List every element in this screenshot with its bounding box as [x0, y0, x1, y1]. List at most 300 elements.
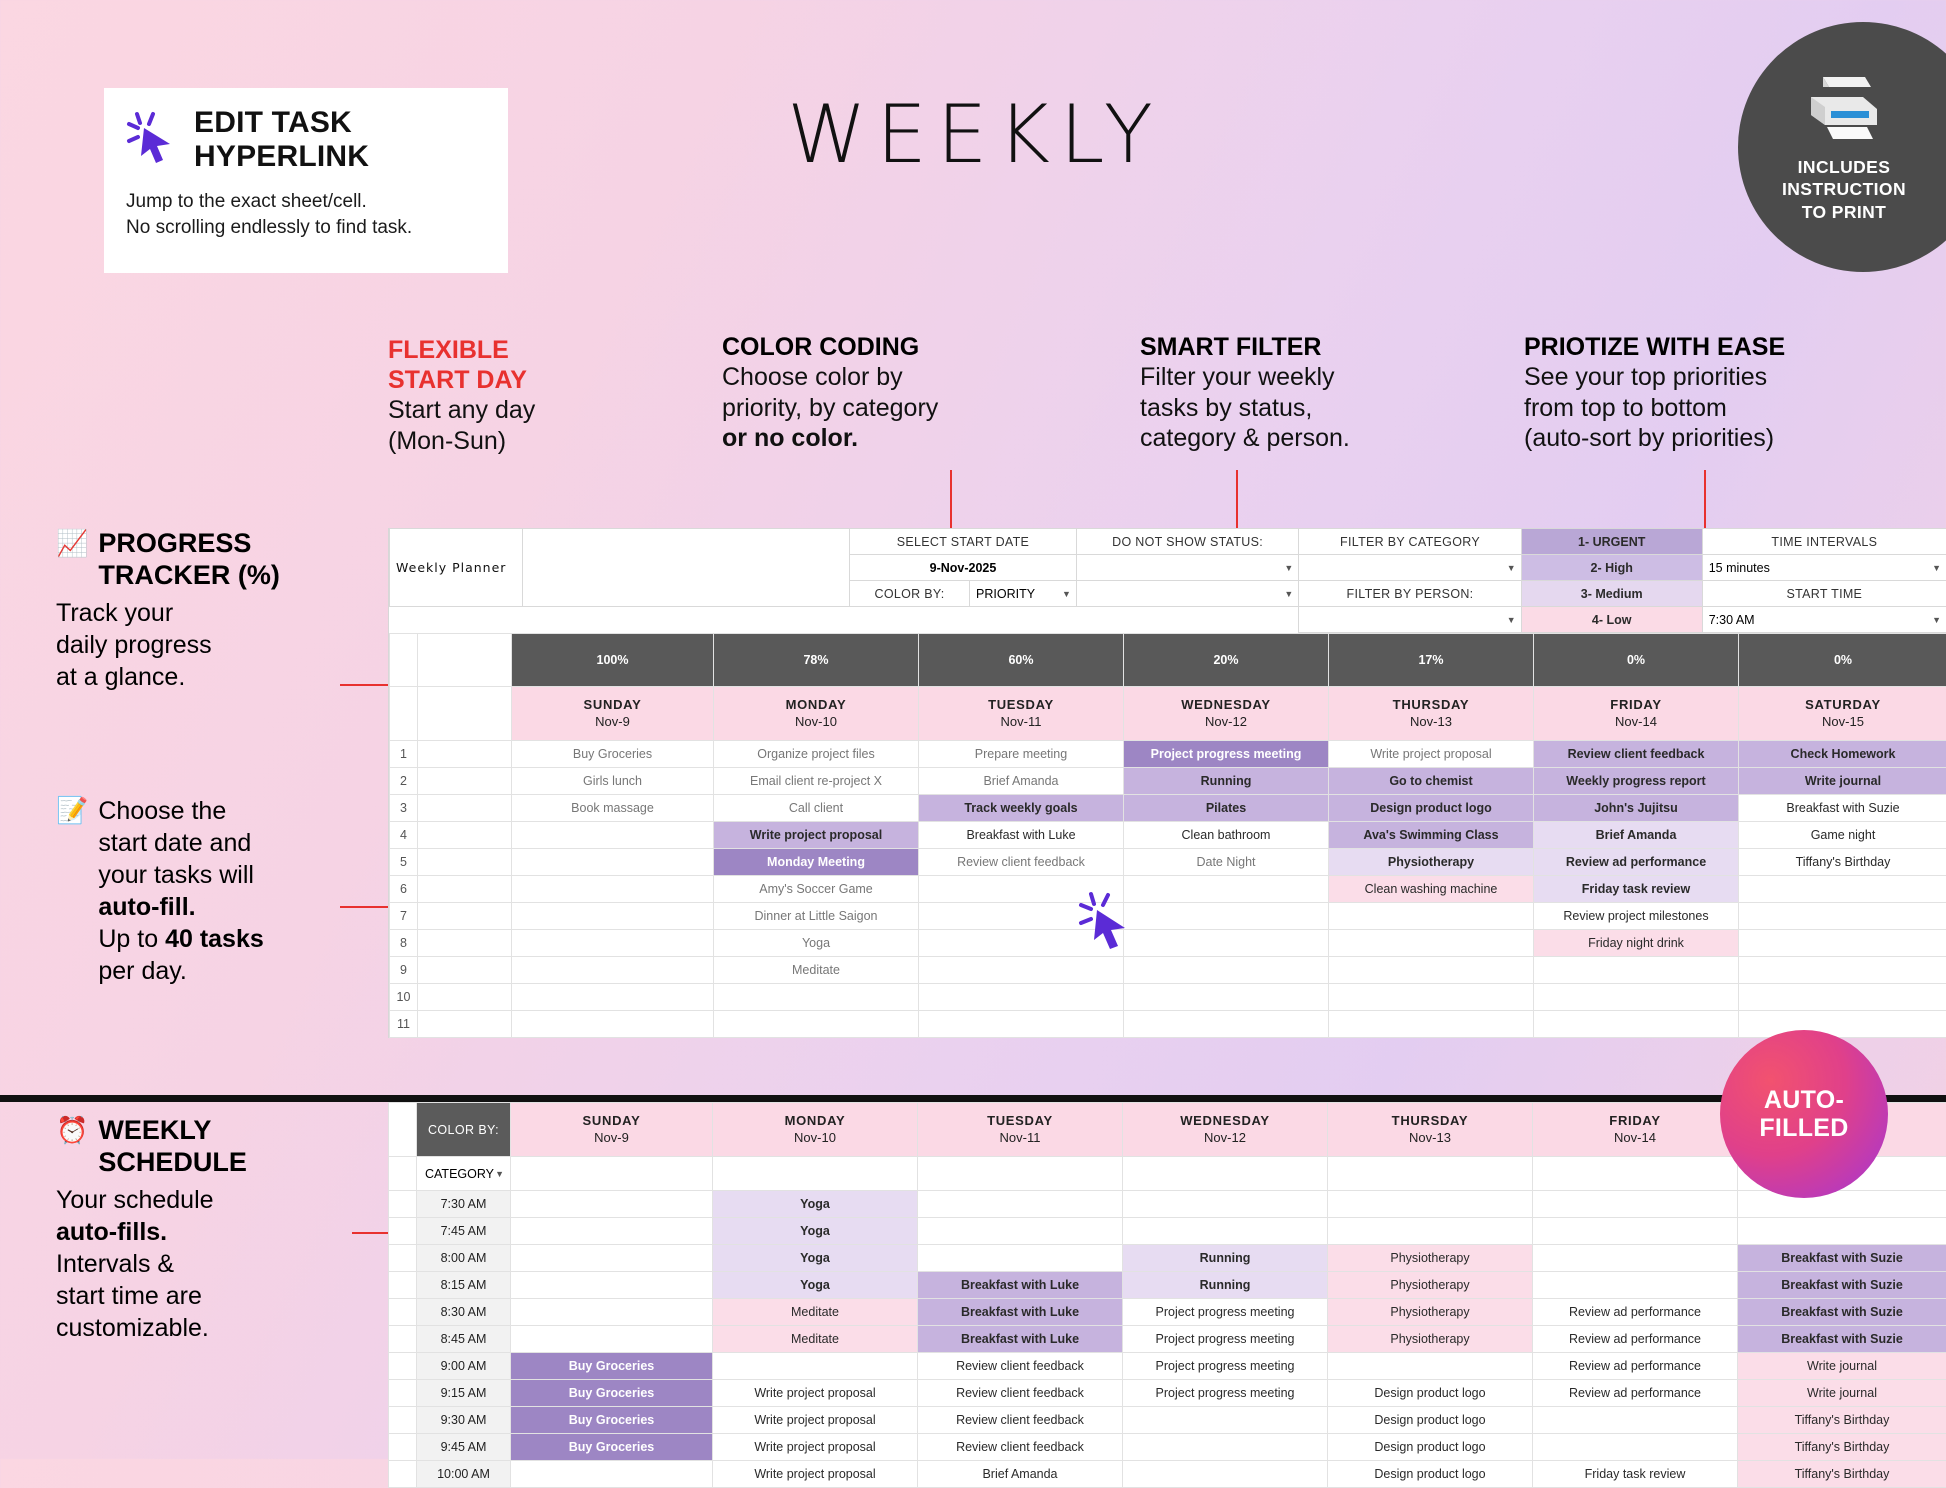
- rownum-blank: [389, 1245, 417, 1272]
- task-cell[interactable]: Call client: [714, 795, 919, 822]
- task-cell[interactable]: Brief Amanda: [919, 768, 1124, 795]
- gutter-cell: [418, 741, 512, 768]
- schedule-cell[interactable]: Tiffany's Birthday: [1738, 1461, 1946, 1488]
- schedule-cell[interactable]: Yoga: [713, 1245, 918, 1272]
- task-cell[interactable]: [1124, 903, 1329, 930]
- table-row: [390, 795, 1946, 822]
- schedule-cell[interactable]: Meditate: [713, 1326, 918, 1353]
- schedule-spacer: [1328, 1157, 1533, 1191]
- schedule-day-date: Nov-12: [1124, 1130, 1326, 1146]
- task-cell[interactable]: Breakfast with Luke: [919, 822, 1124, 849]
- schedule-cell[interactable]: [1123, 1461, 1328, 1488]
- rownum-blank: [389, 1272, 417, 1299]
- schedule-cell[interactable]: Design product logo: [1328, 1407, 1533, 1434]
- smart-filter-body2: tasks by status,: [1140, 393, 1450, 424]
- schedule-cell[interactable]: Review client feedback: [918, 1407, 1123, 1434]
- task-cell[interactable]: [512, 930, 714, 957]
- schedule-cell[interactable]: Buy Groceries: [511, 1434, 713, 1461]
- task-cell[interactable]: Game night: [1739, 822, 1946, 849]
- day-header-row: [390, 687, 1946, 741]
- schedule-color-by-value: CATEGORY: [425, 1167, 494, 1181]
- schedule-cell[interactable]: [1123, 1407, 1328, 1434]
- start-time-value: 7:30 AM: [1709, 613, 1755, 627]
- schedule-cell[interactable]: Tiffany's Birthday: [1738, 1434, 1946, 1461]
- progress-percent: 0%: [1534, 634, 1739, 687]
- task-cell[interactable]: Friday task review: [1534, 876, 1739, 903]
- schedule-cell[interactable]: [1123, 1191, 1328, 1218]
- schedule-cell[interactable]: Write project proposal: [713, 1380, 918, 1407]
- schedule-day-name: THURSDAY: [1329, 1113, 1531, 1129]
- task-cell[interactable]: Breakfast with Suzie: [1739, 795, 1946, 822]
- smart-filter-body1: Filter your weekly: [1140, 362, 1450, 393]
- table-row: [390, 1011, 1946, 1038]
- task-cell[interactable]: [1124, 1011, 1329, 1038]
- schedule-cell[interactable]: [1533, 1245, 1738, 1272]
- startdate-body3: your tasks will: [98, 859, 263, 891]
- schedule-grid: [388, 1102, 1946, 1488]
- task-cell[interactable]: [1329, 984, 1534, 1011]
- task-cell[interactable]: [714, 1011, 919, 1038]
- table-row: [389, 1407, 1946, 1434]
- schedule-cell[interactable]: Breakfast with Suzie: [1738, 1299, 1946, 1326]
- day-name: FRIDAY: [1535, 697, 1737, 713]
- task-cell[interactable]: [512, 849, 714, 876]
- task-cell[interactable]: [512, 876, 714, 903]
- blank-3: [850, 607, 1077, 633]
- color-coding-body2: priority, by category: [722, 393, 1062, 424]
- schedule-cell[interactable]: [1533, 1434, 1738, 1461]
- schedule-cell[interactable]: [1328, 1218, 1533, 1245]
- table-row: [390, 822, 1946, 849]
- schedule-cell[interactable]: [1738, 1218, 1946, 1245]
- rownum-blank: [390, 687, 418, 741]
- schedule-cell[interactable]: Running: [1123, 1245, 1328, 1272]
- schedule-cell[interactable]: [1328, 1191, 1533, 1218]
- schedule-color-by-select[interactable]: [417, 1157, 511, 1191]
- table-row: [390, 957, 1946, 984]
- blank-4: [1076, 607, 1298, 633]
- task-cell[interactable]: Pilates: [1124, 795, 1329, 822]
- row-number: 1: [390, 741, 418, 768]
- printer-icon: [1801, 71, 1887, 150]
- task-cell[interactable]: [1534, 1011, 1739, 1038]
- task-cell[interactable]: Design product logo: [1329, 795, 1534, 822]
- color-by-label: COLOR BY:: [850, 581, 970, 607]
- filter-by-person-label: FILTER BY PERSON:: [1299, 581, 1521, 607]
- do-not-show-status-select[interactable]: [1076, 555, 1298, 581]
- schedule-cell[interactable]: [918, 1191, 1123, 1218]
- schedule-cell[interactable]: Review ad performance: [1533, 1326, 1738, 1353]
- task-cell[interactable]: [919, 1011, 1124, 1038]
- day-name: TUESDAY: [920, 697, 1122, 713]
- table-row: [389, 1461, 1946, 1488]
- schedule-cell[interactable]: [1738, 1191, 1946, 1218]
- task-cell[interactable]: Brief Amanda: [1534, 822, 1739, 849]
- table-row: [389, 1353, 1946, 1380]
- schedule-color-by-row: [389, 1157, 1946, 1191]
- schedule-cell[interactable]: [511, 1218, 713, 1245]
- priority-urgent: 1- URGENT: [1521, 529, 1702, 555]
- chevron-down-icon[interactable]: ▼: [495, 1169, 504, 1179]
- blank-2: [523, 607, 850, 633]
- task-cell[interactable]: Review ad performance: [1534, 849, 1739, 876]
- schedule-day-date: Nov-10: [714, 1130, 916, 1146]
- task-cell[interactable]: Track weekly goals: [919, 795, 1124, 822]
- schedule-cell[interactable]: [511, 1461, 713, 1488]
- schedule-cell[interactable]: Write project proposal: [713, 1461, 918, 1488]
- alarm-clock-icon: ⏰: [56, 1115, 88, 1146]
- schedule-cell[interactable]: [918, 1218, 1123, 1245]
- schedule-cell[interactable]: [511, 1245, 713, 1272]
- task-cell[interactable]: Ava's Swimming Class: [1329, 822, 1534, 849]
- task-cell[interactable]: [919, 984, 1124, 1011]
- schedule-cell[interactable]: Write project proposal: [713, 1407, 918, 1434]
- schedule-body2: auto-fills.: [56, 1216, 326, 1248]
- schedule-cell[interactable]: [1533, 1407, 1738, 1434]
- progress-percent: 60%: [919, 634, 1124, 687]
- auto-filled-badge: [1720, 1030, 1888, 1198]
- task-cell[interactable]: [512, 903, 714, 930]
- day-name: SATURDAY: [1740, 697, 1946, 713]
- task-cell[interactable]: [1124, 930, 1329, 957]
- task-cell[interactable]: [1329, 930, 1534, 957]
- progress-head1: PROGRESS: [98, 528, 280, 560]
- task-cell[interactable]: [1739, 1011, 1946, 1038]
- gutter-cell: [418, 687, 512, 741]
- priority-low: 4- Low: [1521, 607, 1702, 633]
- chevron-down-icon[interactable]: ▼: [1284, 563, 1293, 573]
- schedule-cell[interactable]: Breakfast with Luke: [918, 1272, 1123, 1299]
- task-cell[interactable]: Meditate: [714, 957, 919, 984]
- chevron-down-icon[interactable]: ▼: [1062, 589, 1071, 599]
- task-cell[interactable]: Friday night drink: [1534, 930, 1739, 957]
- schedule-cell[interactable]: Design product logo: [1328, 1461, 1533, 1488]
- gutter-cell: [418, 957, 512, 984]
- time-slot: 7:45 AM: [417, 1218, 511, 1245]
- schedule-cell[interactable]: Buy Groceries: [511, 1353, 713, 1380]
- table-row: [389, 1434, 1946, 1461]
- task-cell[interactable]: Dinner at Little Saigon: [714, 903, 919, 930]
- time-intervals-label: TIME INTERVALS: [1702, 529, 1946, 555]
- task-cell[interactable]: [1329, 957, 1534, 984]
- progress-percent-row: [390, 634, 1946, 687]
- task-cell[interactable]: [1124, 876, 1329, 903]
- filter-by-category-select[interactable]: [1299, 555, 1521, 581]
- smart-filter-body3: category & person.: [1140, 423, 1450, 454]
- prioritize-head: PRIOTIZE WITH EASE: [1524, 332, 1914, 362]
- task-cell[interactable]: Weekly progress report: [1534, 768, 1739, 795]
- time-slot: 10:00 AM: [417, 1461, 511, 1488]
- day-name: SUNDAY: [513, 697, 712, 713]
- click-cursor-icon: [126, 108, 180, 171]
- time-slot: 8:30 AM: [417, 1299, 511, 1326]
- schedule-day-name: TUESDAY: [919, 1113, 1121, 1129]
- chevron-down-icon[interactable]: ▼: [1507, 563, 1516, 573]
- print-badge-line1: INCLUDES: [1782, 156, 1906, 178]
- task-cell[interactable]: [1739, 957, 1946, 984]
- schedule-cell[interactable]: Review client feedback: [918, 1353, 1123, 1380]
- schedule-cell[interactable]: Project progress meeting: [1123, 1380, 1328, 1407]
- schedule-cell[interactable]: Breakfast with Suzie: [1738, 1326, 1946, 1353]
- task-cell[interactable]: Running: [1124, 768, 1329, 795]
- flexible-body2: (Mon-Sun): [388, 426, 648, 457]
- schedule-cell[interactable]: Yoga: [713, 1191, 918, 1218]
- task-cell[interactable]: Yoga: [714, 930, 919, 957]
- task-cell[interactable]: [919, 957, 1124, 984]
- annotation-flexible-start-day: [388, 335, 648, 456]
- schedule-day-header: [1123, 1103, 1328, 1157]
- schedule-cell[interactable]: Review ad performance: [1533, 1380, 1738, 1407]
- day-header: [1739, 687, 1946, 741]
- task-cell[interactable]: Monday Meeting: [714, 849, 919, 876]
- task-cell[interactable]: Write project proposal: [1329, 741, 1534, 768]
- task-cell[interactable]: Book massage: [512, 795, 714, 822]
- schedule-cell[interactable]: Design product logo: [1328, 1380, 1533, 1407]
- filter-by-category-label: FILTER BY CATEGORY: [1299, 529, 1521, 555]
- schedule-cell[interactable]: Breakfast with Luke: [918, 1299, 1123, 1326]
- schedule-cell[interactable]: [1533, 1218, 1738, 1245]
- mouse-pointer-icon: [1078, 890, 1134, 952]
- startdate-body5b: 40 tasks: [165, 925, 264, 953]
- schedule-head1: WEEKLY: [98, 1115, 247, 1147]
- task-cell[interactable]: Clean bathroom: [1124, 822, 1329, 849]
- task-cell[interactable]: Review client feedback: [919, 849, 1124, 876]
- chevron-down-icon[interactable]: ▼: [1932, 615, 1941, 625]
- task-cell[interactable]: [1534, 957, 1739, 984]
- schedule-cell[interactable]: Breakfast with Suzie: [1738, 1245, 1946, 1272]
- gutter-cell: [418, 1011, 512, 1038]
- day-date: Nov-13: [1330, 714, 1532, 730]
- schedule-cell[interactable]: Meditate: [713, 1299, 918, 1326]
- task-cell[interactable]: Clean washing machine: [1329, 876, 1534, 903]
- schedule-cell[interactable]: Friday task review: [1533, 1461, 1738, 1488]
- schedule-cell[interactable]: Breakfast with Suzie: [1738, 1272, 1946, 1299]
- schedule-cell[interactable]: [511, 1191, 713, 1218]
- schedule-day-name: WEDNESDAY: [1124, 1113, 1326, 1129]
- edit-card-sub-line1: Jump to the exact sheet/cell.: [126, 189, 486, 215]
- table-row: [390, 741, 1946, 768]
- annotation-start-date: [56, 795, 346, 987]
- day-header: [1124, 687, 1329, 741]
- task-cell[interactable]: [512, 1011, 714, 1038]
- task-cell[interactable]: Review client feedback: [1534, 741, 1739, 768]
- includes-instruction-to-print-badge: [1738, 22, 1946, 272]
- schedule-cell[interactable]: Write journal: [1738, 1380, 1946, 1407]
- row-number: 4: [390, 822, 418, 849]
- schedule-cell[interactable]: [1123, 1218, 1328, 1245]
- schedule-cell[interactable]: Review ad performance: [1533, 1353, 1738, 1380]
- flexible-body1: Start any day: [388, 395, 648, 426]
- task-cell[interactable]: Girls lunch: [512, 768, 714, 795]
- day-date: Nov-11: [920, 714, 1122, 730]
- planner-controls-table: [389, 528, 1946, 633]
- day-date: Nov-10: [715, 714, 917, 730]
- rownum-blank: [389, 1434, 417, 1461]
- schedule-cell[interactable]: Running: [1123, 1272, 1328, 1299]
- table-row: [390, 984, 1946, 1011]
- progress-body2: daily progress: [56, 629, 331, 661]
- task-cell[interactable]: Check Homework: [1739, 741, 1946, 768]
- schedule-cell[interactable]: [511, 1272, 713, 1299]
- task-cell[interactable]: Email client re-project X: [714, 768, 919, 795]
- task-cell[interactable]: Write project proposal: [714, 822, 919, 849]
- task-cell[interactable]: [1124, 984, 1329, 1011]
- gutter-cell: [418, 876, 512, 903]
- schedule-cell[interactable]: Project progress meeting: [1123, 1353, 1328, 1380]
- time-slot: 9:15 AM: [417, 1380, 511, 1407]
- schedule-day-date: Nov-13: [1329, 1130, 1531, 1146]
- annotation-prioritize: [1524, 332, 1914, 454]
- startdate-body2: start date and: [98, 827, 263, 859]
- schedule-cell[interactable]: Physiotherapy: [1328, 1272, 1533, 1299]
- task-cell[interactable]: Go to chemist: [1329, 768, 1534, 795]
- schedule-cell[interactable]: Physiotherapy: [1328, 1299, 1533, 1326]
- row-number: 3: [390, 795, 418, 822]
- task-cell[interactable]: Buy Groceries: [512, 741, 714, 768]
- schedule-cell[interactable]: Design product logo: [1328, 1434, 1533, 1461]
- color-by-select[interactable]: [970, 581, 1077, 607]
- schedule-cell[interactable]: Project progress meeting: [1123, 1299, 1328, 1326]
- schedule-day-name: MONDAY: [714, 1113, 916, 1129]
- planner-title: Weekly Planner: [390, 529, 523, 607]
- task-cell[interactable]: [1739, 930, 1946, 957]
- task-cell[interactable]: [1739, 876, 1946, 903]
- task-cell[interactable]: [1329, 1011, 1534, 1038]
- schedule-cell[interactable]: Write journal: [1738, 1353, 1946, 1380]
- print-badge-line3: TO PRINT: [1782, 201, 1906, 223]
- schedule-cell[interactable]: Physiotherapy: [1328, 1245, 1533, 1272]
- day-date: Nov-9: [513, 714, 712, 730]
- progress-body3: at a glance.: [56, 661, 331, 693]
- time-slot: 9:30 AM: [417, 1407, 511, 1434]
- row-number: 8: [390, 930, 418, 957]
- chevron-down-icon[interactable]: ▼: [1932, 563, 1941, 573]
- task-cell[interactable]: [1739, 903, 1946, 930]
- status-filter-extra[interactable]: [1076, 581, 1298, 607]
- schedule-spacer: [713, 1157, 918, 1191]
- row-number: 5: [390, 849, 418, 876]
- planner-grid: [389, 633, 1946, 1038]
- schedule-cell[interactable]: Breakfast with Luke: [918, 1326, 1123, 1353]
- table-row: [389, 1272, 1946, 1299]
- gutter-cell: [418, 930, 512, 957]
- table-row: [389, 1191, 1946, 1218]
- task-cell[interactable]: [714, 984, 919, 1011]
- schedule-cell[interactable]: [511, 1299, 713, 1326]
- schedule-cell[interactable]: [1123, 1434, 1328, 1461]
- chevron-down-icon[interactable]: ▼: [1507, 615, 1516, 625]
- task-cell[interactable]: [1739, 984, 1946, 1011]
- schedule-cell[interactable]: [713, 1353, 918, 1380]
- schedule-spacer: [511, 1157, 713, 1191]
- row-number: 11: [390, 1011, 418, 1038]
- task-cell[interactable]: [512, 957, 714, 984]
- schedule-cell[interactable]: Physiotherapy: [1328, 1326, 1533, 1353]
- schedule-cell[interactable]: [511, 1326, 713, 1353]
- day-name: MONDAY: [715, 697, 917, 713]
- task-cell[interactable]: Tiffany's Birthday: [1739, 849, 1946, 876]
- schedule-cell[interactable]: [918, 1245, 1123, 1272]
- weekly-planner-sheet[interactable]: [388, 528, 1946, 1038]
- schedule-cell[interactable]: Yoga: [713, 1272, 918, 1299]
- schedule-cell[interactable]: Project progress meeting: [1123, 1326, 1328, 1353]
- schedule-cell[interactable]: Buy Groceries: [511, 1380, 713, 1407]
- progress-body1: Track your: [56, 597, 331, 629]
- schedule-cell[interactable]: [1328, 1353, 1533, 1380]
- schedule-cell[interactable]: [1533, 1191, 1738, 1218]
- schedule-cell[interactable]: Tiffany's Birthday: [1738, 1407, 1946, 1434]
- schedule-cell[interactable]: Yoga: [713, 1218, 918, 1245]
- edit-task-hyperlink-card: [104, 88, 508, 273]
- schedule-cell[interactable]: [1533, 1272, 1738, 1299]
- schedule-cell[interactable]: Review ad performance: [1533, 1299, 1738, 1326]
- time-intervals-select[interactable]: [1702, 555, 1946, 581]
- flexible-head2: START DAY: [388, 365, 648, 395]
- time-slot: 7:30 AM: [417, 1191, 511, 1218]
- schedule-cell[interactable]: Brief Amanda: [918, 1461, 1123, 1488]
- filter-by-person-select[interactable]: [1299, 607, 1521, 633]
- schedule-cell[interactable]: Write project proposal: [713, 1434, 918, 1461]
- day-date: Nov-15: [1740, 714, 1946, 730]
- weekly-schedule-sheet[interactable]: [388, 1102, 1946, 1488]
- task-cell[interactable]: Review project milestones: [1534, 903, 1739, 930]
- select-start-date-value[interactable]: 9-Nov-2025: [850, 555, 1077, 581]
- progress-percent: 0%: [1739, 634, 1946, 687]
- schedule-body1: Your schedule: [56, 1184, 326, 1216]
- schedule-cell[interactable]: Buy Groceries: [511, 1407, 713, 1434]
- task-cell[interactable]: [512, 822, 714, 849]
- task-cell[interactable]: [1124, 957, 1329, 984]
- time-slot: 9:00 AM: [417, 1353, 511, 1380]
- schedule-rownum-blank: [389, 1157, 417, 1191]
- task-cell[interactable]: Write journal: [1739, 768, 1946, 795]
- schedule-spacer: [1123, 1157, 1328, 1191]
- autofill-line2: FILLED: [1759, 1114, 1848, 1142]
- day-date: Nov-12: [1125, 714, 1327, 730]
- task-cell[interactable]: Amy's Soccer Game: [714, 876, 919, 903]
- start-time-select[interactable]: [1702, 607, 1946, 633]
- progress-percent: 78%: [714, 634, 919, 687]
- task-cell[interactable]: Date Night: [1124, 849, 1329, 876]
- task-cell[interactable]: Physiotherapy: [1329, 849, 1534, 876]
- edit-card-sub-line2: No scrolling endlessly to find task.: [126, 215, 486, 241]
- schedule-spacer: [1533, 1157, 1738, 1191]
- gutter-cell: [418, 849, 512, 876]
- table-row: [390, 849, 1946, 876]
- rownum-blank: [389, 1191, 417, 1218]
- gutter-cell: [418, 795, 512, 822]
- progress-percent: 100%: [512, 634, 714, 687]
- task-cell[interactable]: Project progress meeting: [1124, 741, 1329, 768]
- start-time-label: START TIME: [1702, 581, 1946, 607]
- day-header: [919, 687, 1124, 741]
- chevron-down-icon[interactable]: ▼: [1284, 589, 1293, 599]
- startdate-body1: Choose the: [98, 795, 263, 827]
- task-cell[interactable]: [512, 984, 714, 1011]
- task-cell[interactable]: Prepare meeting: [919, 741, 1124, 768]
- task-cell[interactable]: Organize project files: [714, 741, 919, 768]
- task-cell[interactable]: [1329, 903, 1534, 930]
- schedule-cell[interactable]: Review client feedback: [918, 1380, 1123, 1407]
- task-cell[interactable]: [1534, 984, 1739, 1011]
- day-header: [1534, 687, 1739, 741]
- schedule-day-header: [511, 1103, 713, 1157]
- day-header: [714, 687, 919, 741]
- task-cell[interactable]: John's Jujitsu: [1534, 795, 1739, 822]
- time-slot: 8:15 AM: [417, 1272, 511, 1299]
- schedule-cell[interactable]: Review client feedback: [918, 1434, 1123, 1461]
- prioritize-body2: from top to bottom: [1524, 393, 1914, 424]
